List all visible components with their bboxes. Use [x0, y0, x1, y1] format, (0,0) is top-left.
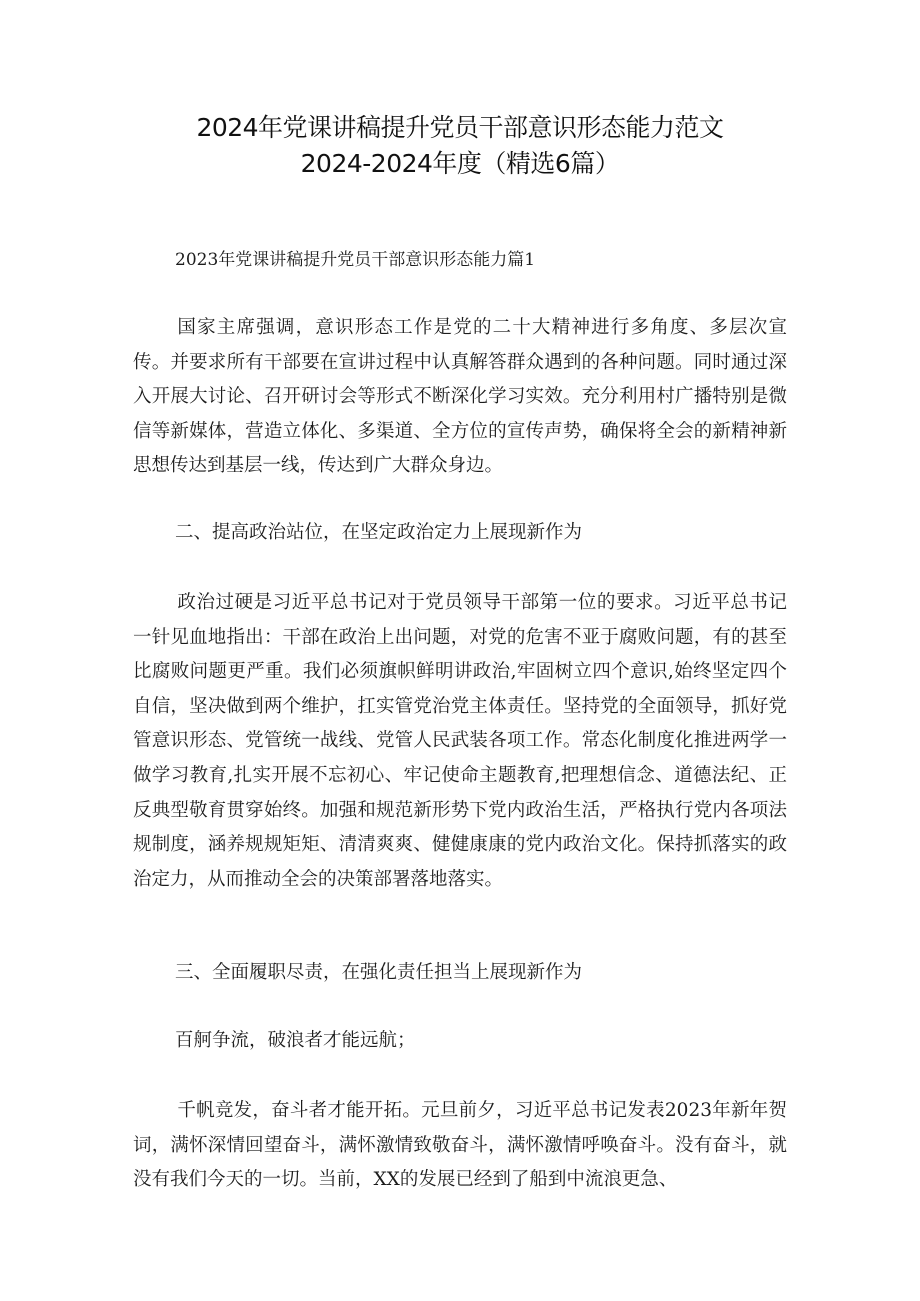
paragraph-2: 政治过硬是习近平总书记对于党员领导干部第一位的要求。习近平总书记一针见血地指出：干部在政治上出问题，对党的危害不亚于腐败问题，有的甚至比腐败问题更严重。我们必须旗帜鲜明讲政治,牢固树立四个意识,始终坚定四个自信，坚决做到两个维护，扛实管党治党主体责任。坚持党的全面领导，抓好党管意识形态、党管统一战线、党管人民武装各项工作。常态化制度化推进两学一做学习教育,扎实开展不忘初心、牢记使命主题教育,把理想信念、道德法纪、正反典型敬育贯穿始终。加强和规范新形势下党内政治生活，严格执行党内各项法规制度，涵养规规矩矩、清清爽爽、健健康康的党内政治文化。保持抓落实的政治定力，从而推动全会的决策部署落地落实。 — [133, 592, 787, 890]
heading-2: 二、提高政治站位，在坚定政治定力上展现新作为 — [175, 522, 583, 543]
paragraph-3: 百舸争流，破浪者才能远航； — [175, 1030, 416, 1051]
paragraph-1: 国家主席强调，意识形态工作是党的二十大精神进行多角度、多层次宣传。并要求所有干部要在宣讲过程中认真解答群众遇到的各种问题。同时通过深入开展大讨论、召开研讨会等形式不断深化学习实效。充分利用村广播特别是微信等新媒体，营造立体化、多渠道、全方位的宣传声势，确保将全会的新精神新思想传达到基层一线，传达到广大群众身边。 — [133, 317, 787, 477]
paragraph-4: 千帆竞发，奋斗者才能开拓。元旦前夕，习近平总书记发表2023年新年贺词，满怀深情回望奋斗，满怀激情致敬奋斗，满怀激情呼唤奋斗。没有奋斗，就没有我们今天的一切。当前，XX的发展已经到了船到中流浪更急、 — [133, 1100, 787, 1191]
section-title: 2023年党课讲稿提升党员干部意识形态能力篇1 — [175, 250, 536, 270]
document-title-line-2: 2024-2024年度（精选6篇） — [300, 149, 620, 178]
document-title-line-1: 2024年党课讲稿提升党员干部意识形态能力范文 — [196, 113, 724, 142]
heading-3: 三、全面履职尽责，在强化责任担当上展现新作为 — [175, 962, 583, 983]
